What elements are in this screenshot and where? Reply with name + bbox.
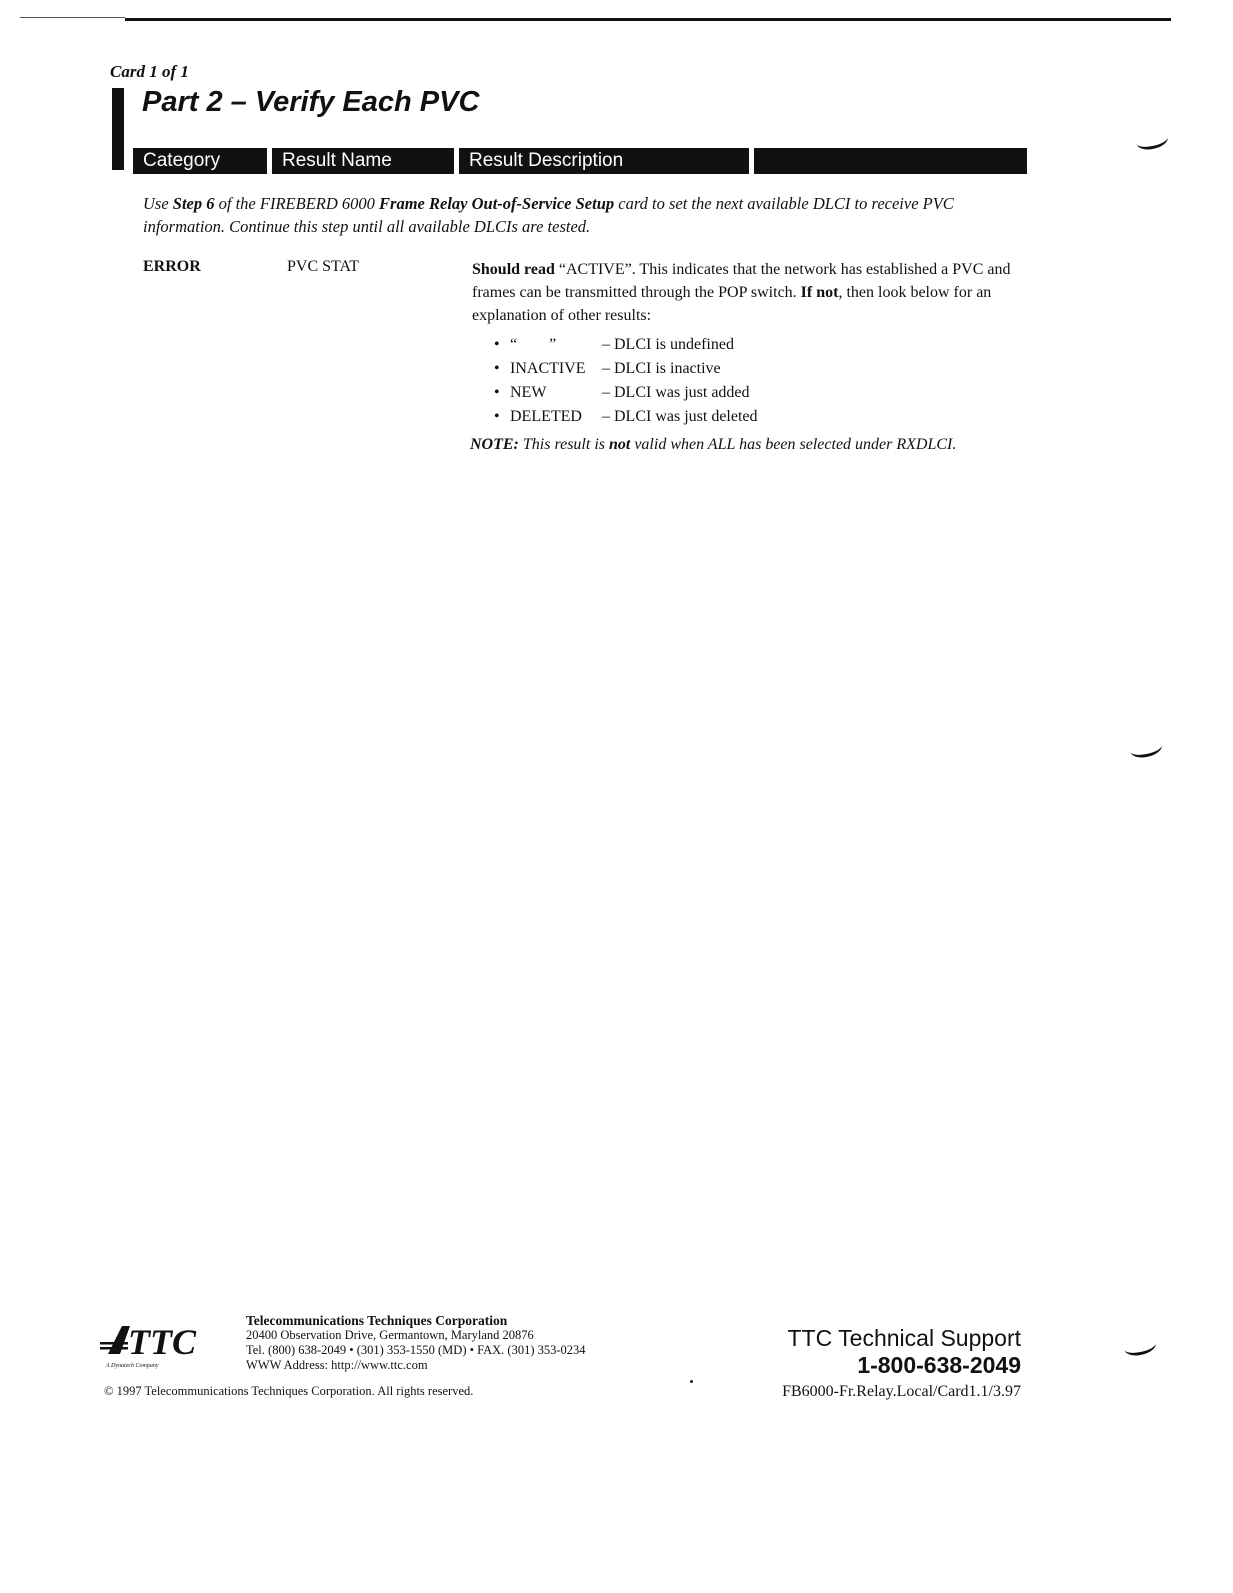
intro-paragraph <box>143 192 1033 238</box>
ttc-logo-icon <box>100 1320 235 1370</box>
note-part2: valid when ALL has been selected under RXDLCI. <box>630 436 957 453</box>
list-item <box>494 357 758 381</box>
intro-part1: Use <box>143 194 173 213</box>
note <box>470 436 956 454</box>
margin-mark <box>1123 1335 1158 1358</box>
table-header <box>133 148 1027 174</box>
list-item-text: – DLCI was just added <box>602 384 750 401</box>
intro-setup: Frame Relay Out-of-Service Setup <box>379 194 615 213</box>
title-accent-bar <box>112 88 124 170</box>
list-item-text: – DLCI is inactive <box>602 360 721 377</box>
row-result-description <box>472 258 1032 327</box>
company-info <box>246 1313 586 1373</box>
logo-text: TTC <box>128 1322 196 1362</box>
bullet-icon: • <box>494 408 500 425</box>
logo-tagline: A Dynatech Company <box>106 1363 159 1369</box>
bullet-icon: • <box>494 360 500 377</box>
doc-code: FB6000-Fr.Relay.Local/Card1.1/3.97 <box>782 1383 1021 1400</box>
list-item-term: “ ” <box>510 336 557 353</box>
desc-lead: Should read <box>472 261 555 278</box>
list-item <box>494 381 758 405</box>
bullet-icon: • <box>494 336 500 353</box>
page-title: Part 2 – Verify Each PVC <box>142 86 480 118</box>
bullet-icon: • <box>494 384 500 401</box>
card-label: Card 1 of 1 <box>110 62 189 81</box>
copyright: © 1997 Telecommunications Techniques Corporation. All rights reserved. <box>104 1384 474 1398</box>
note-not: not <box>608 436 631 453</box>
margin-mark <box>1129 737 1164 760</box>
support-info <box>782 1325 1021 1401</box>
desc-end: , then look below for an explanation of other results: <box>472 284 992 324</box>
result-list <box>494 333 758 429</box>
header-category: Category <box>133 148 267 174</box>
intro-part3: card to set the next available DLCI to receive PVC information. Continue this step until all available DLCIs are tested. <box>143 194 954 236</box>
speck <box>690 1380 693 1383</box>
company-web: WWW Address: http://www.ttc.com <box>246 1358 428 1372</box>
list-item <box>494 405 758 429</box>
row-category: ERROR <box>143 258 201 275</box>
desc-mid: . This indicates that the network has established a PVC and frames can be transmitted through the POP switch. <box>472 261 1011 301</box>
desc-ifnot: If not <box>800 284 839 301</box>
margin-mark <box>1135 129 1170 152</box>
note-lead: NOTE: <box>470 436 519 453</box>
intro-step: Step 6 <box>172 194 215 213</box>
list-item-term: NEW <box>510 384 547 401</box>
list-item <box>494 333 758 357</box>
intro-part2: of the FIREBERD 6000 <box>214 194 380 213</box>
list-item-text: – DLCI is undefined <box>602 336 734 353</box>
list-item-text: – DLCI was just deleted <box>602 408 758 425</box>
header-blank <box>754 148 1027 174</box>
desc-active: “ACTIVE” <box>554 261 632 278</box>
list-item-term: INACTIVE <box>510 360 586 377</box>
company-phone-fax: Tel. (800) 638-2049 • (301) 353-1550 (MD) • FAX. (301) 353-0234 <box>246 1343 586 1357</box>
header-result-description: Result Description <box>459 148 749 174</box>
note-part1: This result is <box>518 436 609 453</box>
company-address: 20400 Observation Drive, Germantown, Maryland 20876 <box>246 1328 534 1342</box>
row-result-name: PVC STAT <box>287 258 360 275</box>
company-name: Telecommunications Techniques Corporation <box>246 1313 508 1328</box>
support-phone: 1-800-638-2049 <box>857 1352 1021 1378</box>
top-rule <box>125 18 1171 21</box>
header-result-name: Result Name <box>272 148 454 174</box>
support-title: TTC Technical Support <box>787 1325 1021 1351</box>
list-item-term: DELETED <box>510 408 582 425</box>
top-rule-thin <box>20 17 125 18</box>
